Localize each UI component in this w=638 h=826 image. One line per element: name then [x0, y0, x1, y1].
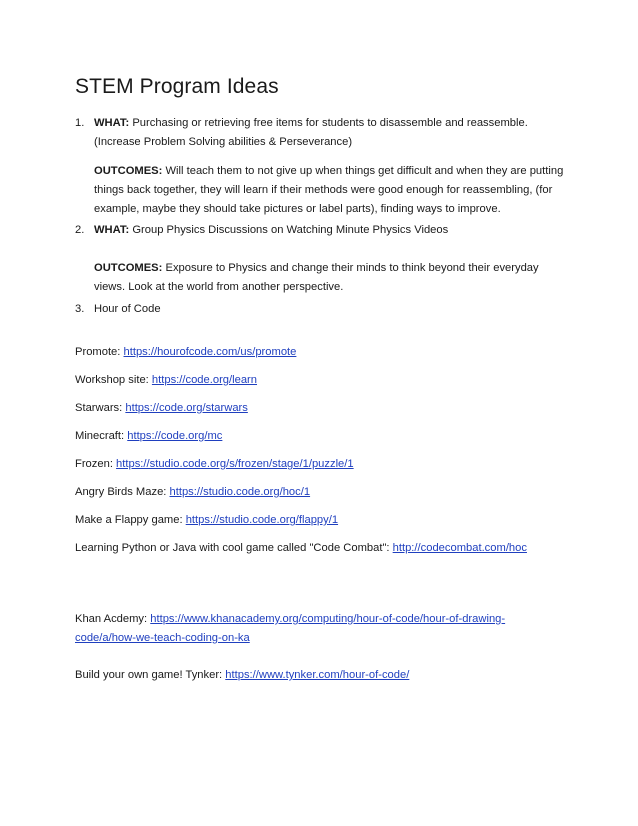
minecraft-link[interactable]: https://code.org/mc — [127, 430, 223, 442]
starwars-link[interactable]: https://code.org/starwars — [125, 402, 248, 414]
outcomes-label: OUTCOMES: — [94, 165, 163, 177]
link-row-tynker — [75, 666, 565, 685]
list-item-2 — [75, 221, 565, 240]
workshop-link[interactable]: https://code.org/learn — [151, 374, 258, 386]
link-row-flappy — [75, 511, 565, 530]
link-label: Promote: — [75, 346, 124, 358]
outcomes-text: Will teach them to not give up when things get difficult and when they are putting things back together, they will learn if their methods were good enough for reassembling, (for example, maybe they should take pictures or label parts), finding ways to improve. — [94, 165, 564, 215]
link-label: Build your own game! Tynker: — [75, 669, 226, 681]
link-row-workshop — [75, 371, 565, 390]
link-label: Workshop site: — [75, 374, 152, 386]
list-item-3 — [75, 300, 565, 319]
code-combat-link[interactable]: http://codecombat.com/hoc — [392, 542, 527, 554]
what-label: WHAT: — [94, 224, 130, 236]
link-row-promote — [75, 343, 565, 362]
item-text: Hour of Code — [94, 303, 161, 315]
link-row-khan — [75, 610, 565, 648]
outcomes-1 — [94, 162, 564, 219]
what-text: Group Physics Discussions on Watching Minute Physics Videos — [132, 224, 449, 236]
what-text: Purchasing or retrieving free items for students to disassemble and reassemble. (Increase Problem Solving abilities & Perseverance) — [94, 117, 528, 148]
link-row-angry-birds — [75, 483, 565, 502]
khan-academy-link[interactable]: https://www.khanacademy.org/computing/hour-of-code/hour-of-drawing-code/a/how-we-teach-coding-on-ka — [75, 613, 506, 644]
link-row-starwars — [75, 399, 565, 418]
link-label: Starwars: — [75, 402, 126, 414]
list-number: 3. — [75, 303, 85, 315]
angry-birds-link[interactable]: https://studio.code.org/hoc/1 — [169, 486, 311, 498]
list-number: 2. — [75, 224, 85, 236]
link-label: Angry Birds Maze: — [75, 486, 170, 498]
outcomes-text: Exposure to Physics and change their minds to think beyond their everyday views. Look at the world from another perspective. — [94, 262, 539, 293]
link-row-frozen — [75, 455, 565, 474]
link-label: Khan Acdemy: — [75, 613, 151, 625]
link-label: Learning Python or Java with cool game called "Code Combat": — [75, 542, 393, 554]
link-label: Frozen: — [75, 458, 117, 470]
link-row-minecraft — [75, 427, 565, 446]
flappy-link[interactable]: https://studio.code.org/flappy/1 — [185, 514, 339, 526]
page-title: STEM Program Ideas — [75, 75, 279, 98]
link-label: Make a Flappy game: — [75, 514, 186, 526]
what-label: WHAT: — [94, 117, 130, 129]
tynker-link[interactable]: https://www.tynker.com/hour-of-code/ — [225, 669, 410, 681]
list-number: 1. — [75, 117, 85, 129]
outcomes-2 — [94, 259, 564, 297]
promote-link[interactable]: https://hourofcode.com/us/promote — [123, 346, 297, 358]
link-row-code-combat — [75, 539, 565, 558]
link-label: Minecraft: — [75, 430, 128, 442]
outcomes-label: OUTCOMES: — [94, 262, 163, 274]
frozen-link[interactable]: https://studio.code.org/s/frozen/stage/1/puzzle/1 — [116, 458, 354, 470]
list-item-1 — [75, 114, 565, 152]
